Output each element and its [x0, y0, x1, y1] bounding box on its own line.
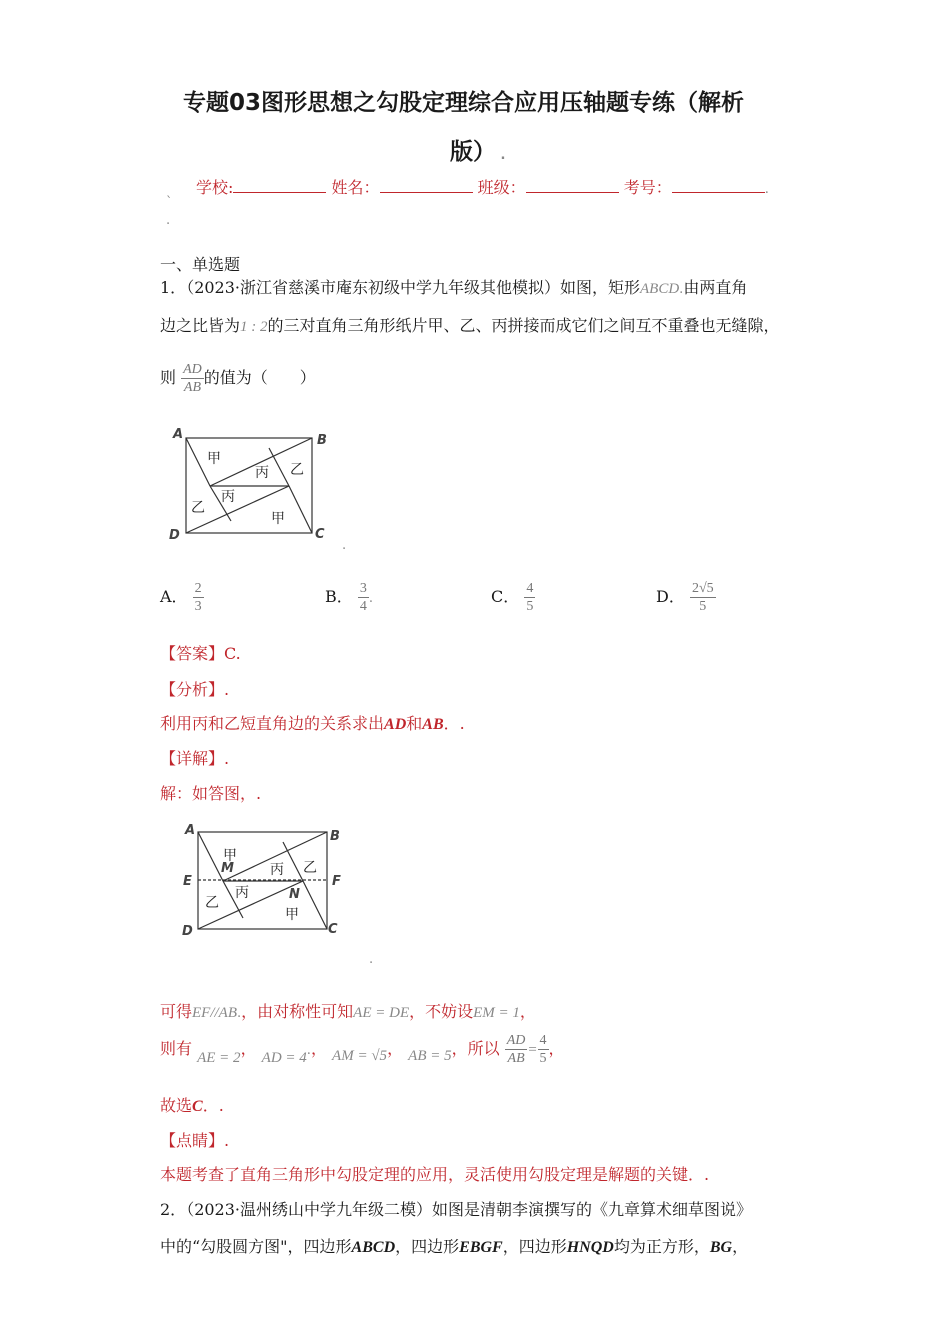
fig1-yi-right: 乙: [290, 462, 304, 478]
page-title-cont: 版） .: [450, 139, 506, 165]
analysis-text: [160, 711, 465, 734]
option-c-frac: [524, 580, 535, 615]
sol1-m1: EF//AB: [192, 1005, 238, 1021]
detail-tag: 【详解】.: [160, 749, 230, 768]
option-d[interactable]: [656, 580, 716, 615]
solution-line1: 可得EF//AB.，由对称性可知AE = DE，不妨设EM = 1，: [160, 1002, 536, 1021]
q1-text-a: 由两直角: [683, 278, 748, 297]
fig2-jia-top: 甲: [223, 848, 237, 864]
q1-source: （2023·浙江省慈溪市庵东初级中学九年级其他模拟）如图，矩形: [186, 278, 640, 297]
q2-sep: ，四边形: [395, 1237, 460, 1256]
sol2-m1: AE = 2: [197, 1050, 241, 1066]
school-label: 学校:: [196, 178, 234, 197]
header-fields: 学校: 姓名： 班级： 考号： .: [196, 178, 769, 197]
q2-abcd: ABCD: [351, 1239, 396, 1256]
q1-text-c1: 则: [160, 368, 177, 387]
q2-bg: BG: [709, 1239, 733, 1256]
fig2-label-c: C: [328, 922, 338, 937]
sol2-m4: AB = 5: [408, 1048, 452, 1064]
fig2-label-m: M: [221, 861, 234, 876]
fig1-label-b: B: [317, 433, 327, 448]
sol2-res-frac: [538, 1032, 549, 1067]
option-c-label: C．: [491, 587, 520, 606]
fig2-bing-bottom: 丙: [235, 885, 249, 901]
name-blank[interactable]: [380, 178, 473, 193]
sol2-res-num: 4: [539, 1033, 547, 1048]
fig2-bing-top: 丙: [270, 862, 284, 878]
sol2-a: 则有: [160, 1039, 193, 1058]
choose-end: ．.: [202, 1096, 224, 1115]
analysis-ab: AB: [422, 716, 444, 733]
mark: `: [166, 195, 173, 210]
solution-line2: 则有 AE = 2， AD = 4.， AM = √5， AB = 5，所以 $\frac{AD}{AB}$ = $\frac{4}{5}$ ，: [160, 1033, 565, 1066]
page-title-cont-text: 版）: [450, 139, 496, 165]
exam-no-blank[interactable]: [672, 178, 765, 193]
fig2-label-f: F: [332, 874, 341, 889]
option-c[interactable]: [491, 580, 535, 615]
sol2-end: ，: [548, 1039, 565, 1058]
solution-figure: [175, 820, 375, 945]
option-b-num: 3: [359, 581, 367, 596]
option-d-den: 5: [699, 599, 707, 614]
sol1-d: ，: [519, 1002, 536, 1021]
option-d-num: 2√5: [691, 581, 714, 596]
page-title: 专题03图形思想之勾股定理综合应用压轴题专练（解析: [183, 90, 745, 116]
sol2-frac: [505, 1032, 528, 1067]
sol1-b: ，由对称性可知: [241, 1002, 354, 1021]
name-label: 姓名：: [331, 178, 380, 197]
comment-text: 本题考查了直角三角形中勾股定理的应用，灵活使用勾股定理是解题的关键．.: [160, 1165, 710, 1184]
comment-tag: 【点睛】.: [160, 1131, 230, 1150]
fig2-label-b: B: [330, 829, 340, 844]
fig1-label-c: C: [315, 527, 325, 542]
q2-number: 2．: [160, 1200, 187, 1219]
option-b[interactable]: B． $\frac{3}{4}$ .: [325, 581, 373, 614]
fig1-bing-bottom: 丙: [221, 489, 235, 505]
fig2-yi-left: 乙: [205, 895, 219, 911]
school-blank[interactable]: [233, 178, 326, 193]
fig2-label-n: N: [289, 887, 300, 902]
fig1-yi-left: 乙: [191, 500, 205, 516]
q2-text2b: 均为正方形，: [613, 1237, 710, 1256]
q1-frac-den: AB: [183, 380, 201, 395]
sol2-frac-num: AD: [506, 1033, 526, 1048]
mark: .: [166, 213, 171, 228]
mark: .: [342, 538, 347, 553]
q2-text1: （2023·温州绣山中学九年级二模）如图是清朝李演撰写的《九章算术细草图说》: [186, 1200, 752, 1219]
sol2-b: ，所以: [451, 1039, 500, 1058]
sol2-m3: AM = √5: [332, 1048, 388, 1064]
fig2-yi-right: 乙: [303, 860, 317, 876]
section-heading: 一、单选题: [160, 255, 241, 274]
sol2-frac-den: AB: [507, 1051, 525, 1066]
q2-sep2: ，四边形: [502, 1237, 567, 1256]
analysis-and: 和: [406, 714, 423, 733]
exam-no-label: 考号：: [623, 178, 672, 197]
q2-line2: [160, 1234, 748, 1257]
option-c-den: 5: [526, 599, 534, 614]
option-b-label: B．: [325, 587, 353, 606]
analysis-end: ．.: [443, 714, 465, 733]
q1-frac-num: AD: [183, 362, 202, 377]
fig1-jia-top: 甲: [207, 451, 221, 467]
option-d-frac: [690, 580, 716, 615]
fig2-label-e: E: [183, 874, 192, 889]
q2-hnqd: HNQD: [566, 1239, 614, 1256]
class-label: 班级：: [477, 178, 526, 197]
answer-tag: 【答案】C.: [160, 644, 241, 663]
option-a-den: 3: [194, 599, 202, 614]
q1-line1: 1．（2023·浙江省慈溪市庵东初级中学九年级其他模拟）如图，矩形ABCD.由两直角: [160, 278, 748, 297]
solution-intro: 解：如答图，.: [160, 784, 262, 803]
q1-text-c2: 的值为（ ）: [203, 368, 316, 387]
sol1-m2: AE = DE: [353, 1005, 410, 1021]
q1-figure: [165, 425, 355, 550]
option-a-label: A．: [160, 587, 188, 606]
sol1-a: 可得: [160, 1002, 193, 1021]
q2-text2a: 中的“勾股圆方图"，四边形: [160, 1237, 352, 1256]
sol2-m2: AD = 4: [261, 1050, 307, 1066]
option-c-num: 4: [526, 581, 534, 596]
choose-c: C: [192, 1098, 203, 1115]
sol1-m3: EM = 1: [473, 1005, 520, 1021]
q1-fraction: [181, 361, 204, 396]
q1-line2: [160, 313, 780, 336]
analysis-text-main: 利用丙和乙短直角边的关系求出: [160, 714, 385, 733]
q1-line3: [160, 361, 316, 396]
fig1-label-d: D: [169, 528, 180, 543]
q2-line1: [160, 1197, 752, 1220]
fig2-label-d: D: [182, 924, 193, 939]
q1-rect-name: ABCD: [640, 281, 680, 297]
q1-number: 1．: [160, 278, 187, 297]
option-d-label: D．: [656, 587, 685, 606]
q2-ebgf: EBGF: [459, 1239, 503, 1256]
q1-ratio: 1 : 2: [240, 319, 268, 335]
q1-text-b1: 边之比皆为: [160, 316, 241, 335]
class-blank[interactable]: [526, 178, 619, 193]
option-a[interactable]: [160, 580, 204, 615]
sol2-res-den: 5: [539, 1051, 547, 1066]
analysis-ad: AD: [384, 716, 407, 733]
option-b-frac: [358, 580, 369, 615]
sol1-c: ，不妨设: [409, 1002, 474, 1021]
choose-line: [160, 1093, 224, 1116]
option-a-num: 2: [194, 581, 202, 596]
fig1-label-a: A: [173, 427, 184, 442]
fig1-bing-top: 丙: [255, 465, 269, 481]
option-b-den: 4: [359, 599, 367, 614]
mark: .: [369, 952, 374, 967]
fig2-jia-bottom: 甲: [285, 907, 299, 923]
choose-text: 故选: [160, 1096, 193, 1115]
sol2-eq: =: [527, 1042, 538, 1058]
fig1-jia-bottom: 甲: [271, 511, 285, 527]
option-a-frac: [193, 580, 204, 615]
q2-end: ，: [732, 1237, 749, 1256]
q1-text-b2: 的三对直角三角形纸片甲、乙、丙拼接而成它们之间互不重叠也无缝隙，: [267, 316, 780, 335]
fig2-label-a: A: [185, 823, 196, 838]
analysis-tag: 【分析】.: [160, 680, 230, 699]
